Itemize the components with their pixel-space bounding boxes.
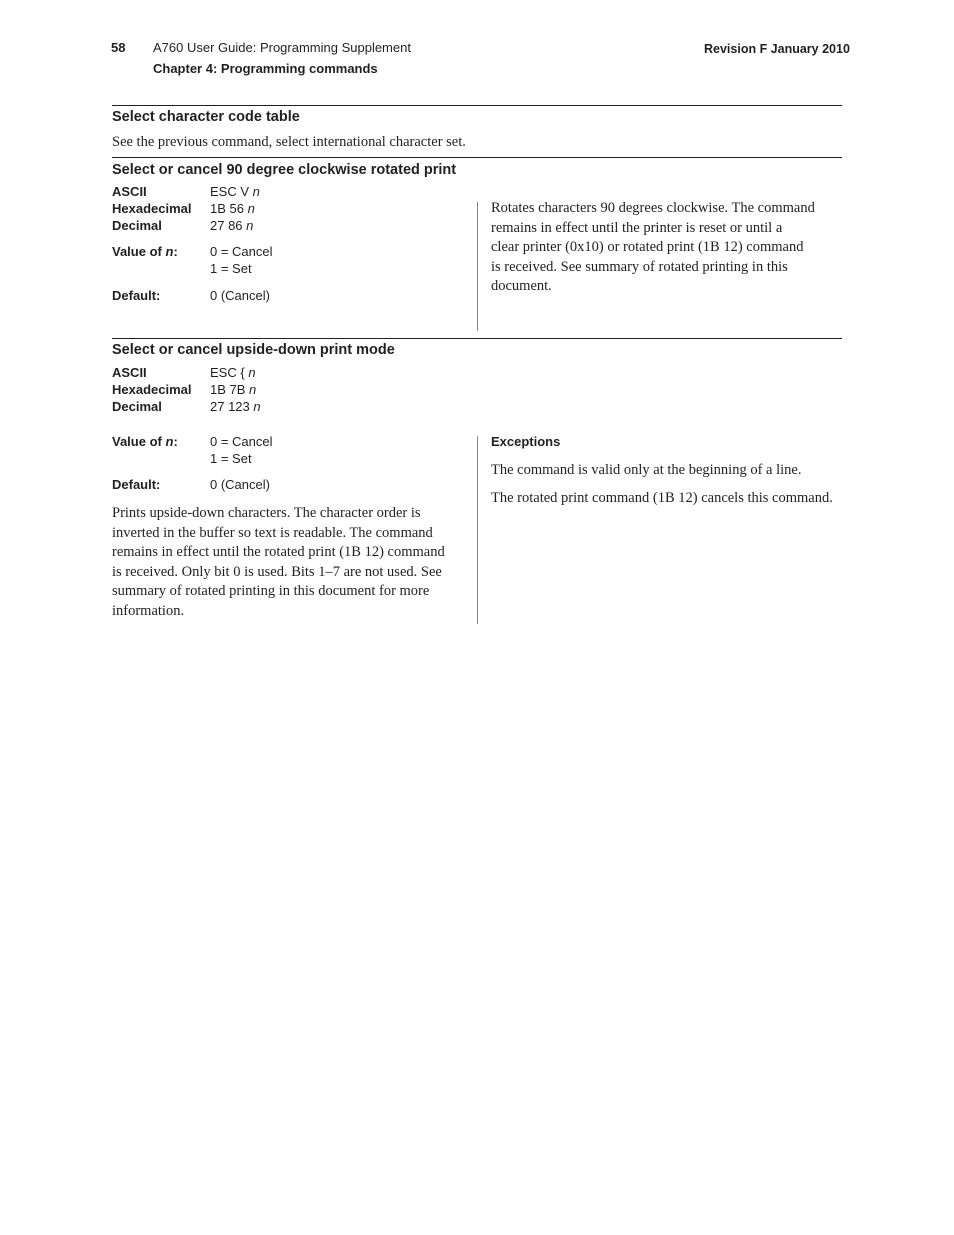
description-line: remains in effect until the printer is reset or until a xyxy=(491,219,783,236)
column-divider xyxy=(477,436,478,624)
ascii-value: ESC V n xyxy=(210,184,260,199)
ascii-value: ESC { n xyxy=(210,365,256,380)
description-line: clear printer (0x10) or rotated print (1B 12) command xyxy=(491,239,804,255)
description-line: remains in effect until the rotated print (1B 12) command xyxy=(112,544,445,560)
section-title-rotated-print: Select or cancel 90 degree clockwise rotated print xyxy=(112,162,457,178)
value-set: 1 = Set xyxy=(210,261,252,276)
decimal-label: Decimal xyxy=(112,399,162,414)
section-divider xyxy=(112,105,842,106)
section-text-code-table: See the previous command, select international character set. xyxy=(112,134,466,150)
document-title: A760 User Guide: Programming Supplement xyxy=(153,40,411,55)
description-line: information. xyxy=(112,602,185,619)
description-line: document. xyxy=(491,278,552,294)
default-value: 0 (Cancel) xyxy=(210,477,270,492)
description-line: Rotates characters 90 degrees clockwise. The command xyxy=(491,200,815,216)
ascii-label: ASCII xyxy=(112,184,147,199)
section-divider xyxy=(112,157,842,158)
hex-value: 1B 7B n xyxy=(210,382,257,397)
description-upside-down xyxy=(112,504,472,621)
description-line: is received. See summary of rotated printing in this xyxy=(491,258,788,275)
value-cancel: 0 = Cancel xyxy=(210,434,273,449)
value-of-n-label: Value of n: xyxy=(112,434,178,449)
exceptions-heading: Exceptions xyxy=(491,434,561,449)
description-line: is received. Only bit 0 is used. Bits 1–7 are not used. See xyxy=(112,563,442,580)
decimal-value: 27 86 n xyxy=(210,218,254,233)
value-cancel: 0 = Cancel xyxy=(210,244,273,259)
description-rotated-print xyxy=(491,199,851,297)
description-line: summary of rotated printing in this document for more xyxy=(112,583,430,599)
revision-label: Revision F January 2010 xyxy=(704,42,850,56)
value-of-n-label: Value of n: xyxy=(112,244,178,259)
decimal-label: Decimal xyxy=(112,218,162,233)
decimal-value: 27 123 n xyxy=(210,399,261,414)
exception-item: The command is valid only at the beginning of a line. xyxy=(491,462,802,478)
hex-label: Hexadecimal xyxy=(112,201,192,216)
hex-label: Hexadecimal xyxy=(112,382,192,397)
section-title-code-table: Select character code table xyxy=(112,109,300,125)
column-divider xyxy=(477,202,478,331)
description-line: Prints upside-down characters. The character order is xyxy=(112,505,421,521)
section-title-upside-down: Select or cancel upside-down print mode xyxy=(112,342,395,358)
default-value: 0 (Cancel) xyxy=(210,288,270,303)
chapter-title: Chapter 4: Programming commands xyxy=(153,61,378,76)
description-line: inverted in the buffer so text is readable. The command xyxy=(112,524,433,541)
exception-item: The rotated print command (1B 12) cancels this command. xyxy=(491,490,833,506)
page-number: 58 xyxy=(111,40,126,55)
hex-value: 1B 56 n xyxy=(210,201,255,216)
default-label: Default: xyxy=(112,288,161,303)
default-label: Default: xyxy=(112,477,161,492)
section-divider xyxy=(112,338,842,339)
value-set: 1 = Set xyxy=(210,451,252,466)
ascii-label: ASCII xyxy=(112,365,147,380)
